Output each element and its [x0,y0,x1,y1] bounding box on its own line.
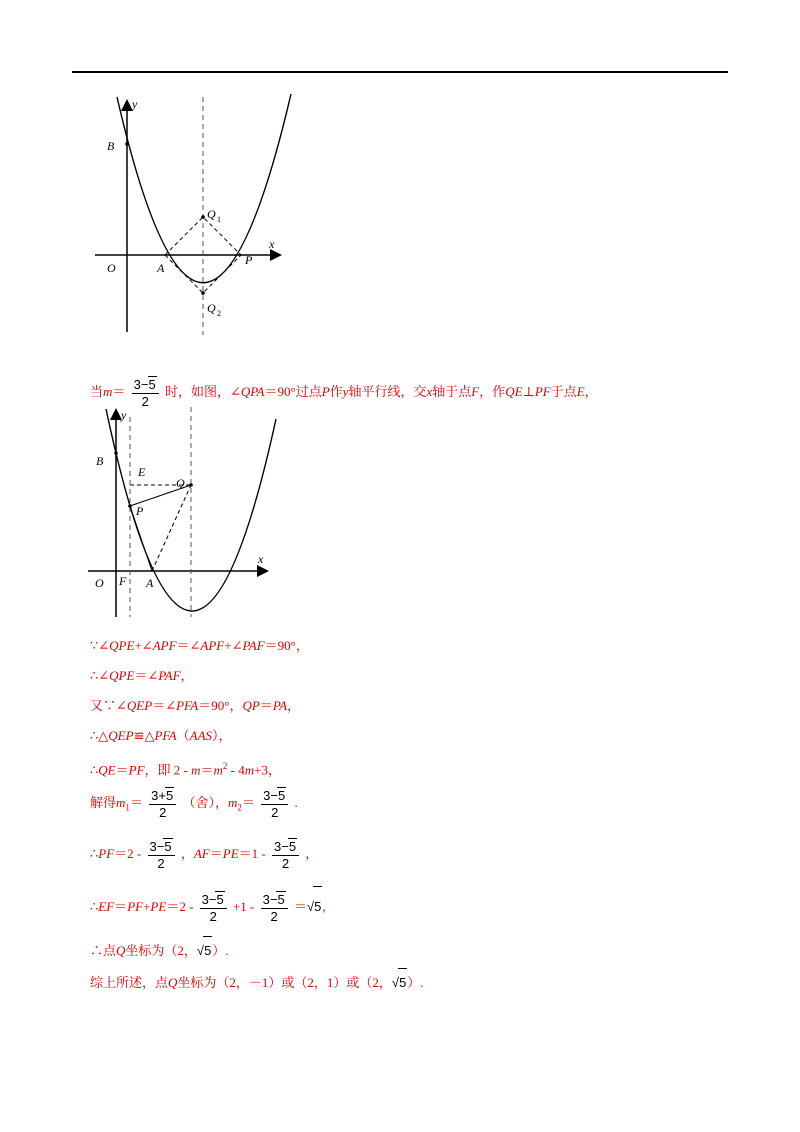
step-7: ∴PF＝2 - $\frac{3-5}{2}$ ，AF＝PE＝1 - $\frac{3-5}{2}$ ， [90,839,319,872]
step-3: 又∵∠QEP＝∠PFA＝90°，QP＝PA， [90,698,301,713]
label-y: y [121,408,127,422]
step-1: ∵∠QPE+∠APF＝∠APF+∠PAF＝90°， [90,638,309,653]
step-10-conclusion: 综上所述，点Q坐标为（2，－1）或（2，1）或（2，√5）. [90,968,424,996]
label-y: y [132,97,138,111]
label-x: x [269,237,275,251]
label-Q: Q [176,476,185,490]
step-4: ∴△QEP≌△PFA（AAS）， [90,728,232,743]
header-rule [72,71,728,73]
label-O: O [95,576,104,590]
label-B: B [96,454,104,468]
label-P: P [136,504,144,518]
figure-2-parabola [88,405,288,625]
step-6: 解得$m_1=$ $\frac{3+5}{2}$ （舍），$m_2=$ $\frac{3-5}{2}$ . [90,788,298,821]
step-2: ∴∠QPE＝∠PAF， [90,668,194,683]
intro-line: 当m＝ $\frac{3-5}{2}$ 时，如图，∠QPA＝90°过点P作y轴平行线，交x轴于点F，作QE⊥PF于点E， [90,377,598,410]
label-Q1: Q [207,207,216,221]
label-F: F [119,574,127,588]
label-O: O [107,261,116,275]
label-x: x [258,552,264,566]
label-A: A [146,576,154,590]
step-9: ∴点Q坐标为（2，√5）. [90,936,229,964]
label-B: B [107,139,115,153]
step-8: ∴EF＝PF+PE＝2 - $\frac{3-5}{2}$ +1 - $\frac{3-5}{2}$ ＝√5, [90,886,326,926]
step-5: ∴QE＝PF，即 $2 - m=m^2 - 4m+3$， [90,761,281,778]
label-Q1-sub: 1 [217,215,221,224]
label-Q2-sub: 2 [217,309,221,318]
label-Q2: Q [207,301,216,315]
label-A: A [157,261,165,275]
label-P: P [245,253,253,267]
fraction: $\frac{3-5}{2}$ [132,376,159,410]
figure-1-parabola [95,92,295,337]
label-E: E [138,465,146,479]
